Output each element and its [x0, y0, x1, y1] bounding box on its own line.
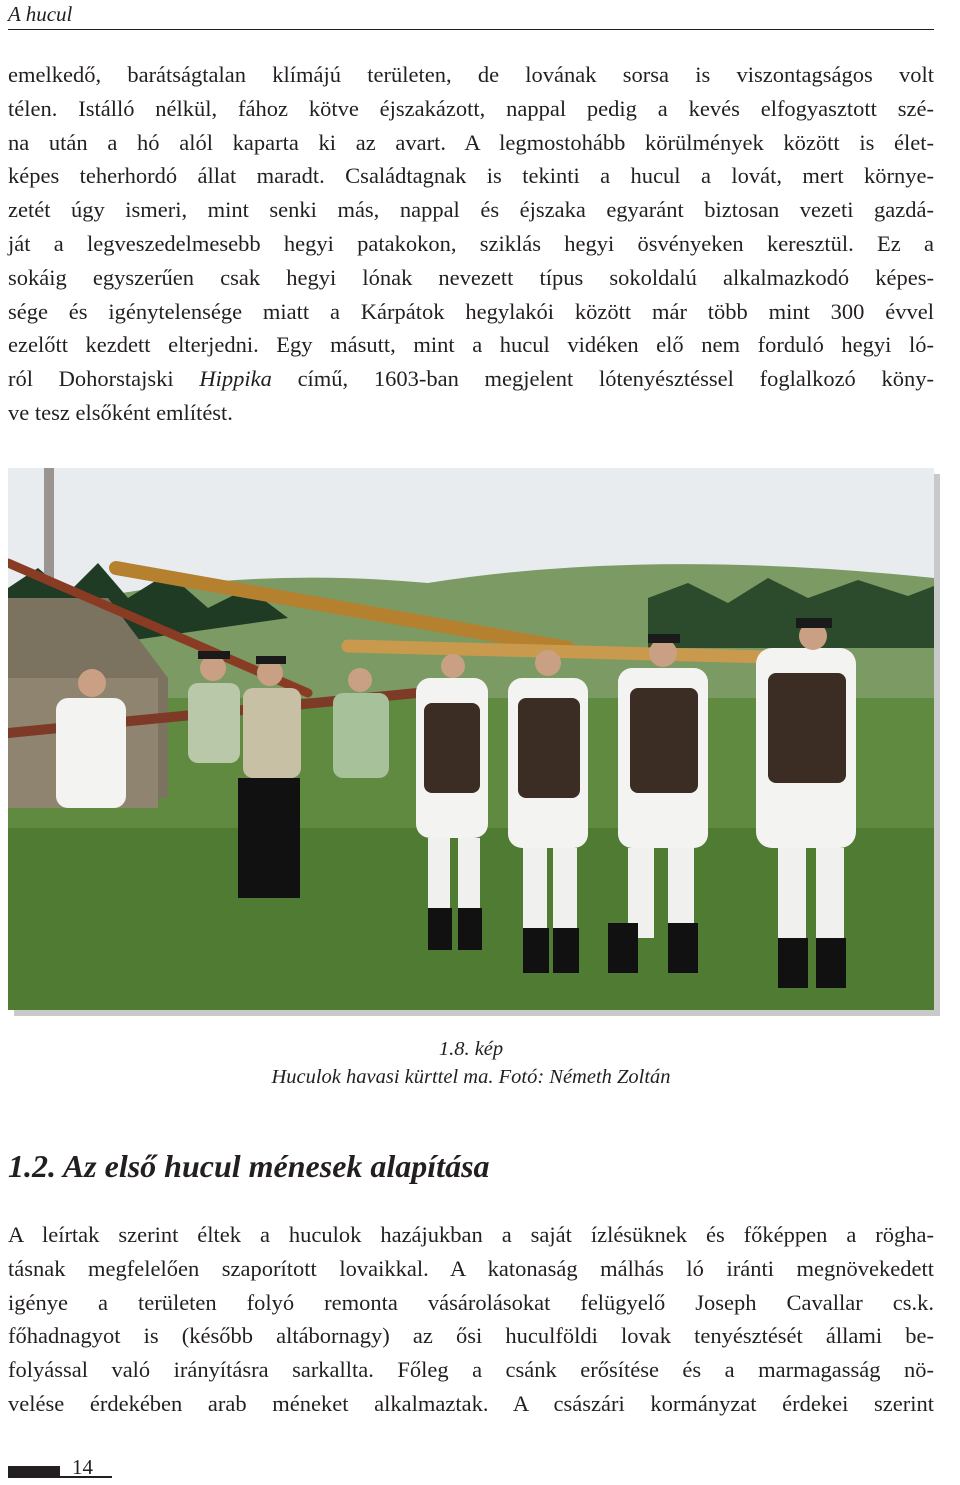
text-line: emelkedő, barátságtalan klímájú területen, de lovának sorsa is viszontagságos volt: [8, 62, 934, 87]
text-line: folyással való irányításra sarkallta. Főleg a csánk erősítése és a marmagasság nö-: [8, 1357, 934, 1383]
text-line: [8, 362, 934, 396]
text-line: sokáig egyszerűen csak hegyi lónak nevezett típus sokoldalú alkalmazkodó képes-: [8, 264, 934, 290]
text-line: télen. Istálló nélkül, fához kötve éjszakázott, nappal pedig a kevés elfogyasztott szé-: [8, 95, 934, 121]
figure-photo: [8, 468, 934, 1010]
figure-caption: Huculok havasi kürttel ma. Fotó: Németh Zoltán: [271, 1066, 671, 1088]
running-header: A hucul: [8, 2, 73, 26]
text-line: A leírtak szerint éltek a huculok hazájukban a saját ízlésüknek és főképpen a rögha-: [8, 1222, 934, 1247]
text-line: sége és igénytelensége miatt a Kárpátok hegylakói között már több mint 300 évvel: [8, 298, 934, 324]
book-title-italic: Hippika: [199, 366, 272, 392]
text-line: főhadnagyot is (később altábornagy) az ősi huculföldi lovak tenyésztését állami be-: [8, 1323, 934, 1349]
text-line: velése érdekében arab méneket alkalmaztak. A császári kormányzat érdekei szerint: [8, 1390, 934, 1416]
page-number-bar: [8, 1466, 60, 1478]
text-line: képes teherhordó állat maradt. Családtagnak is tekinti a hucul a lovát, mert környe-: [8, 163, 934, 189]
figure-number: 1.8. kép: [438, 1038, 504, 1060]
page-number: 14: [72, 1455, 93, 1479]
body-paragraph-2: [8, 1218, 934, 1421]
section-heading: 1.2. Az első hucul ménesek alapítása: [8, 1148, 490, 1184]
text-line: ve tesz elsőként említést.: [8, 399, 233, 425]
header-rule: [8, 29, 934, 30]
text-line: zetét úgy ismeri, mint senki más, nappal és éjszaka egyaránt biztosan vezeti gazdá-: [8, 197, 934, 223]
text-line: igénye a területen folyó remonta vásárolásokat felügyelő Joseph Cavallar cs.k.: [8, 1289, 934, 1315]
text-line: ját a legveszedelmesebb hegyi patakokon, sziklás hegyi ösvényeken keresztül. Ez a: [8, 230, 934, 256]
text-line: ezelőtt kezdett elterjedni. Egy másutt, mint a hucul vidéken elő nem forduló hegyi ló-: [8, 332, 934, 358]
text-run: ról Dohorstajski: [8, 366, 200, 392]
text-line: tásnak megfelelően szaporított lovaikkal. A katonaság málhás ló iránti megnövekedett: [8, 1255, 934, 1281]
text-line: na után a hó alól kaparta ki az avart. A legmostohább körülmények között is élet-: [8, 129, 934, 155]
text-run: című, 1603-ban megjelent lótenyésztéssel foglalkozó köny-: [271, 366, 934, 392]
body-paragraph-1: [8, 58, 934, 430]
